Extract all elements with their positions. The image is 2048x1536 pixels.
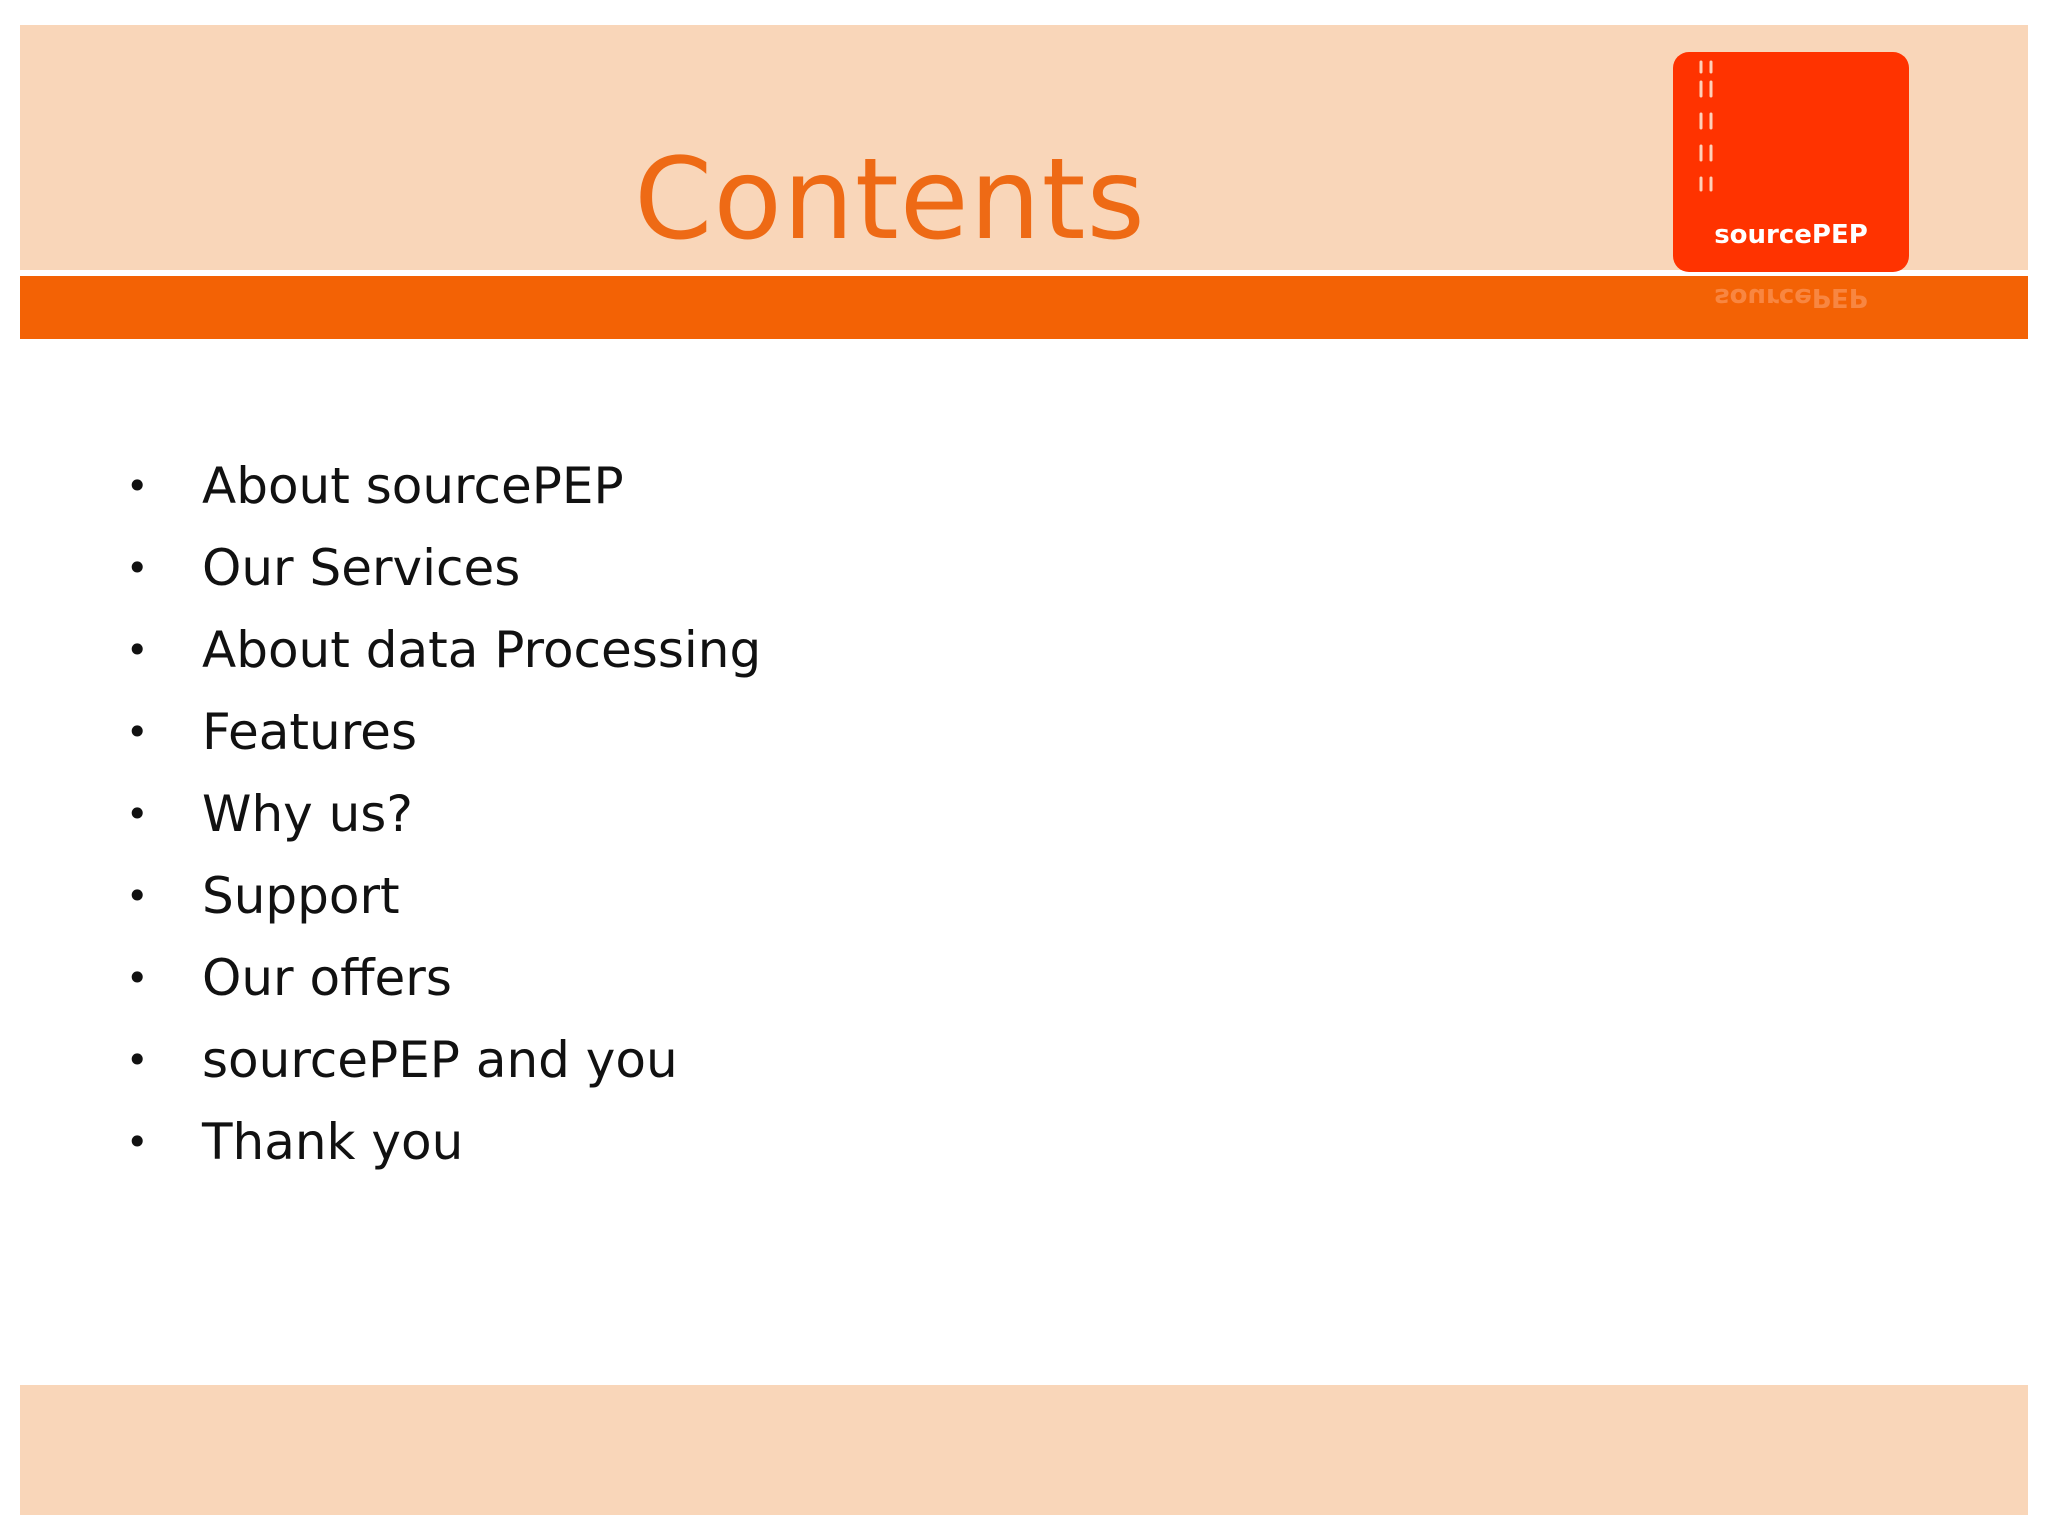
bullet-icon: • <box>126 874 149 918</box>
bullet-icon: • <box>126 546 149 590</box>
list-item-label: About sourcePEP <box>202 457 624 515</box>
slide-title: Contents <box>634 135 1146 265</box>
list-item-label: Thank you <box>202 1113 464 1171</box>
list-item <box>120 527 761 609</box>
list-item <box>120 691 761 773</box>
bullet-icon: • <box>126 464 149 508</box>
list-item <box>120 855 761 937</box>
list-item <box>120 1101 761 1183</box>
logo-text: sourcePEP <box>1714 220 1868 250</box>
bullet-icon: • <box>126 792 149 836</box>
stitched-tag-icon <box>1695 60 1719 240</box>
list-item <box>120 609 761 691</box>
bullet-icon: • <box>126 956 149 1000</box>
list-item <box>120 773 761 855</box>
footer-band <box>20 1385 2028 1515</box>
list-item-label: Support <box>202 867 400 925</box>
bullet-icon: • <box>126 710 149 754</box>
list-item-label: Our offers <box>202 949 452 1007</box>
list-item-label: About data Processing <box>202 621 762 679</box>
bullet-icon: • <box>126 628 149 672</box>
list-item-label: Why us? <box>202 785 413 843</box>
list-item-label: sourcePEP and you <box>202 1031 678 1089</box>
logo-reflection-text: sourcePEP <box>1714 282 1868 312</box>
contents-list <box>120 445 761 1183</box>
sourcepep-logo <box>1673 52 1909 272</box>
list-item <box>120 1019 761 1101</box>
logo-reflection <box>1673 276 1909 326</box>
list-item <box>120 937 761 1019</box>
list-item <box>120 445 761 527</box>
bullet-icon: • <box>126 1038 149 1082</box>
list-item-label: Features <box>202 703 417 761</box>
list-item-label: Our Services <box>202 539 521 597</box>
bullet-icon: • <box>126 1120 149 1164</box>
